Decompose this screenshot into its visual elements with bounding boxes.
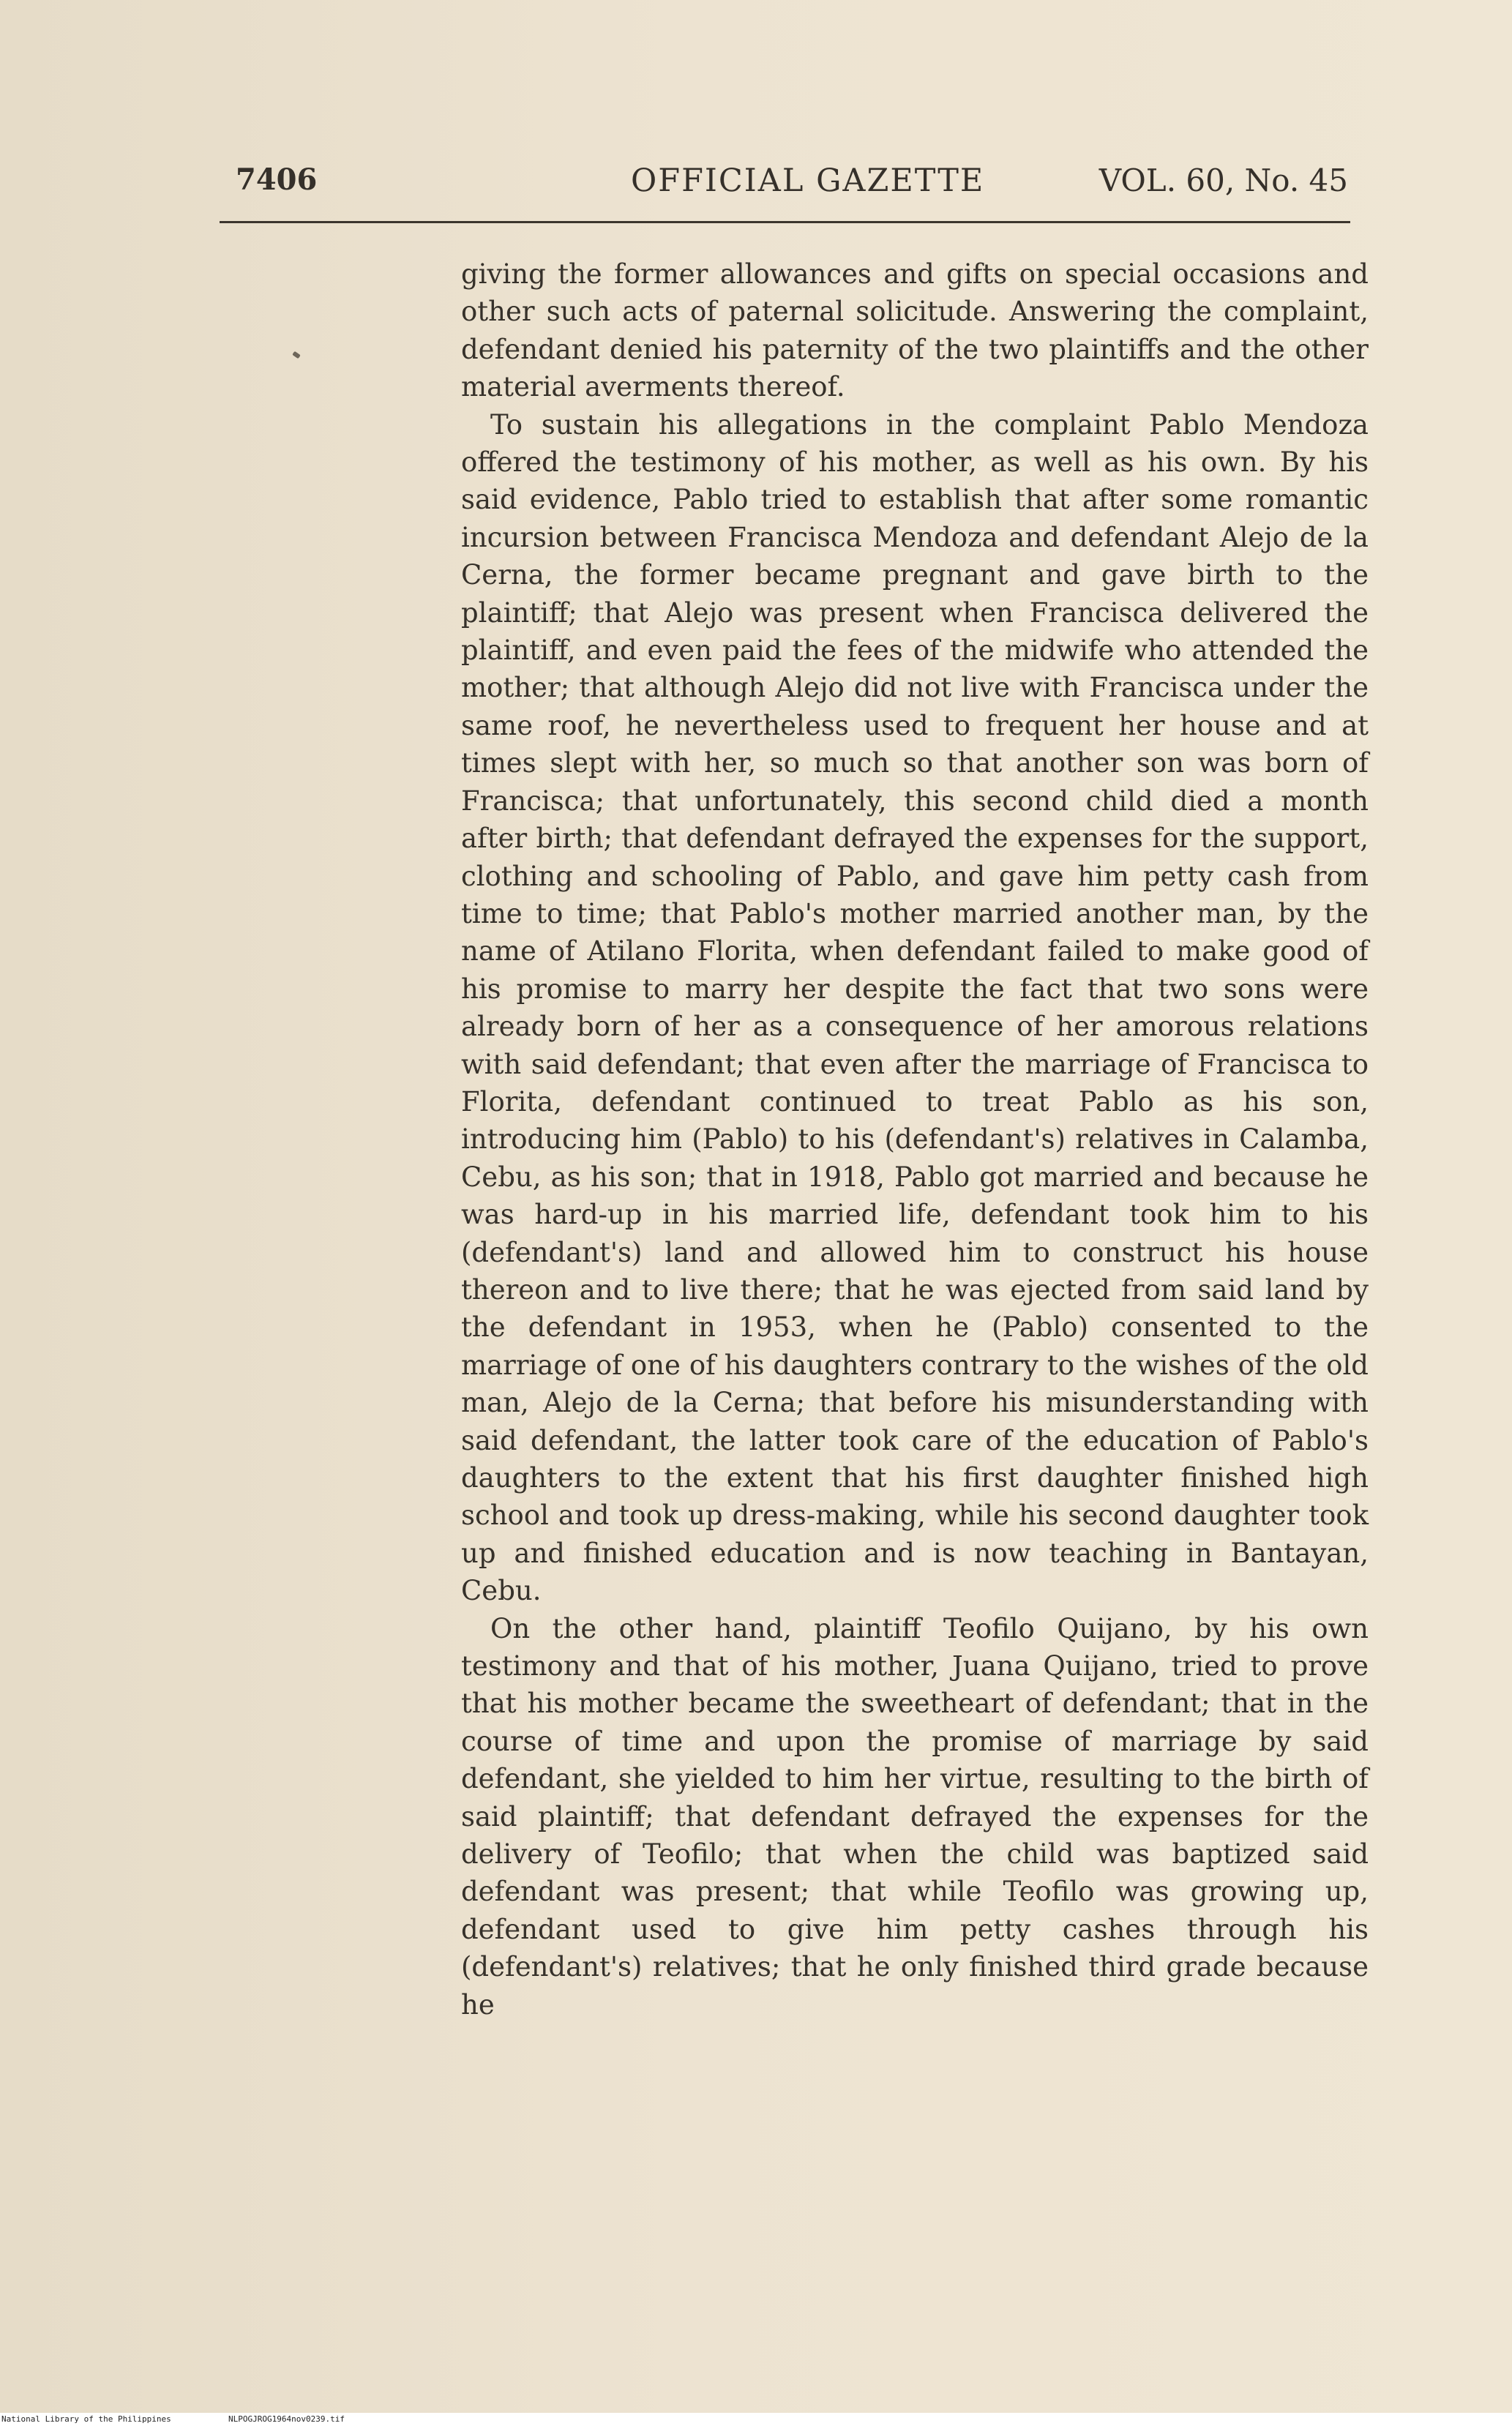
article-body [461,255,1369,2023]
library-credit: National Library of the Philippines [1,2414,171,2424]
publication-title: OFFICIAL GAZETTE [631,162,985,199]
paragraph-pablo-evidence: To sustain his allegations in the complaint Pablo Mendoza offered the testimony of his mother, as well as his own. By his said evidence, Pablo tried to establish that after some romantic incursion between Francisca Mendoza and defendant Alejo de la Cerna, the former became pregnant and gave birth to the plaintiff; that Alejo was present when Francisca delivered the plaintiff, and even paid the fees of the midwife who attended the mother; that although Alejo did not live with Francisca under the same roof, he nevertheless used to frequent her house and at times slept with her, so much so that another son was born of Francisca; that unfortunately, this second child died a month after birth; that defendant defrayed the expenses for the support, clothing and schooling of Pablo, and gave him petty cash from time to time; that Pablo's mother married another man, by the name of Atilano Florita, when defendant failed to make good of his promise to marry her despite the fact that two sons were already born of her as a consequence of her amorous relations with said defendant; that even after the marriage of Francisca to Florita, defendant continued to treat Pablo as his son, introducing him (Pablo) to his (defendant's) relatives in Calamba, Cebu, as his son; that in 1918, Pablo got married and because he was hard-up in his married life, defendant took him to his (defendant's) land and allowed him to construct his house thereon and to live there; that he was ejected from said land by the defendant in 1953, when he (Pablo) consented to the marriage of one of his daughters contrary to the wishes of the old man, Alejo de la Cerna; that before his misunderstanding with said defendant, the latter took care of the education of Pablo's daughters to the extent that his first daughter finished high school and took up dress-making, while his second daughter took up and finished education and is now teaching in Bantayan, Cebu. [461,408,1369,1607]
header-rule [220,221,1350,223]
paragraph-teofilo-evidence: On the other hand, plaintiff Teofilo Quijano, by his own testimony and that of his mother, Juana Quijano, tried to prove that his mother became the sweetheart of defendant; that in the course of time and upon the promise of marriage by said defendant, she yielded to him her virtue, resulting to the birth of said plaintiff; that defendant defrayed the expenses for the delivery of Teofilo; that when the child was baptized said defendant was present; that while Teofilo was growing up, defendant used to give him petty cashes through his (defendant's) relatives; that he only finished third grade because he [461,1612,1369,2021]
volume-issue: VOL. 60, No. 45 [1099,162,1348,198]
page-header [236,162,1348,206]
paragraph-continuation: giving the former allowances and gifts on special occasions and other such acts of paternal solicitude. Answering the complaint, defendant denied his paternity of the two plaintiffs and the other material averments thereof. [461,258,1369,403]
scan-footer [0,2413,1512,2426]
ink-speck [292,351,301,359]
page-number: 7406 [236,162,318,197]
scan-filename: NLPOGJROG1964nov0239.tif [228,2414,345,2424]
